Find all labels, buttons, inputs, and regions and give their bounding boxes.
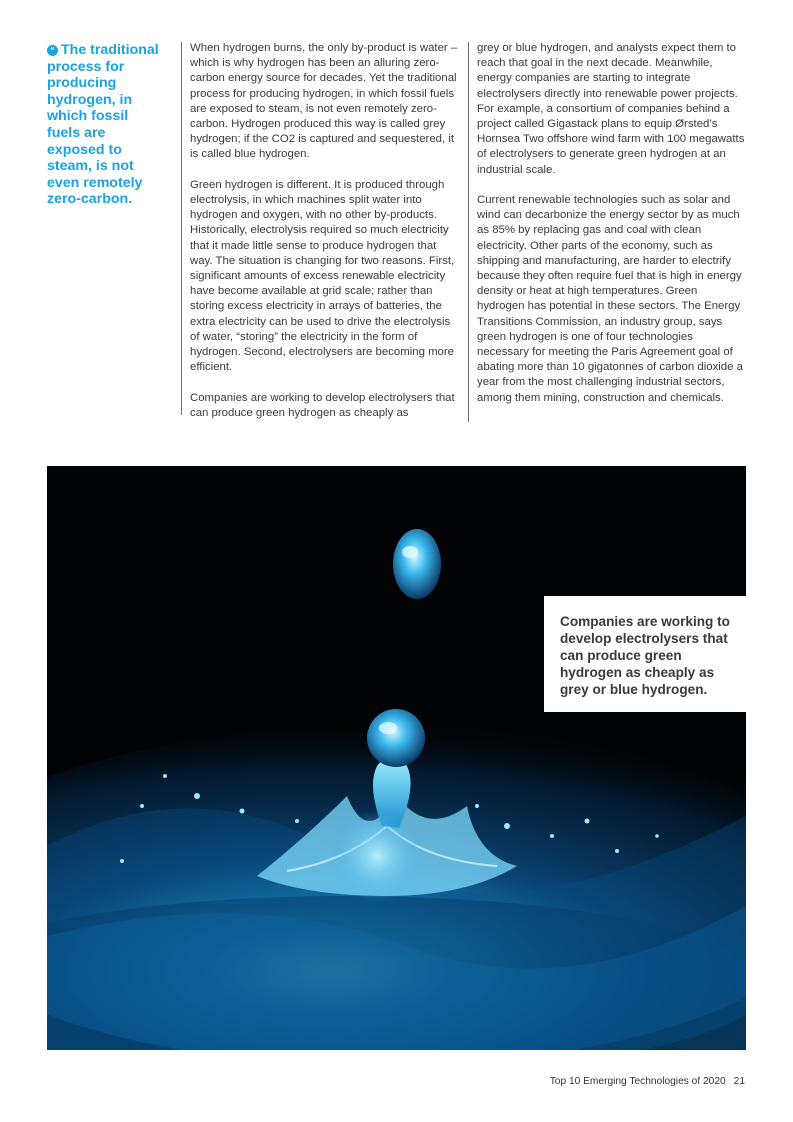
quote-icon: “ <box>47 45 58 56</box>
page-footer <box>550 1076 745 1087</box>
page-number: 21 <box>733 1076 745 1087</box>
column1-paragraph-1: When hydrogen burns, the only by-product is water – which is why hydrogen has been an alluring zero-carbon energy source for decades. Yet the traditional process for producing hydrogen, in which fossil fuels are exposed to steam, is not even remotely zero-carbon. Hydrogen produced this way is called grey hydrogen; if the CO2 is captured and sequestered, it is called blue hydrogen. <box>190 42 458 161</box>
column1-paragraph-2: Green hydrogen is different. It is produced through electrolysis, in which machines split water into hydrogen and oxygen, with no other by-products. Historically, electrolysis required so much electricity that it made little sense to produce hydrogen that way. The situation is changing for two reasons. First, significant amounts of excess renewable electricity have become available at grid scale; rather than storing excess electricity in arrays of batteries, the extra electricity can be used to drive the electrolysis of water, “storing” the electricity in the form of hydrogen. Second, electrolysers are becoming more efficient. <box>190 178 455 374</box>
callout-text: Companies are working to develop electrolysers that can produce green hydrogen as cheaply as grey or blue hydrogen. <box>560 614 730 697</box>
pull-quote <box>47 42 165 208</box>
column-divider-left <box>181 42 182 415</box>
column2-paragraph-1: grey or blue hydrogen, and analysts expect them to reach that goal in the next decade. Meanwhile, energy companies are starting to integrate electrolysers directly into renewable power projects. For example, a consortium of companies behind a project called Gigastack plans to equip Ørsted’s Hornsea Two offshore wind farm with 100 megawatts of electrolysers to generate green hydrogen at an industrial scale. <box>477 42 745 176</box>
body-column-2 <box>477 41 745 421</box>
footer-title: Top 10 Emerging Technologies of 2020 <box>549 1076 726 1087</box>
water-splash-illustration <box>47 466 746 1050</box>
column2-paragraph-2: Current renewable technologies such as solar and wind can decarbonize the energy sector by as much as 85% by replacing gas and coal with clean electricity. Other parts of the economy, such as shipping and manufacturing, are harder to electrify because they often require fuel that is high in energy density or heat at high temperatures. Green hydrogen has potential in these sectors. The Energy Transitions Commission, an industry group, says green hydrogen is one of four technologies necessary for meeting the Paris Agreement goal of abating more than 10 gigatonnes of carbon dioxide a year from the most challenging industrial sectors, among them mining, construction and chemicals. <box>477 194 743 404</box>
column-divider-right <box>468 42 469 422</box>
column1-paragraph-3: Companies are working to develop electrolysers that can produce green hydrogen as cheaply as <box>190 391 455 419</box>
water-droplet-photo <box>47 466 746 1050</box>
body-column-1 <box>190 41 458 436</box>
callout-box <box>544 596 746 712</box>
pull-quote-text: The traditional process for producing hydrogen, in which fossil fuels are exposed to steam, is not even remotely zero-carbon. <box>47 42 159 208</box>
